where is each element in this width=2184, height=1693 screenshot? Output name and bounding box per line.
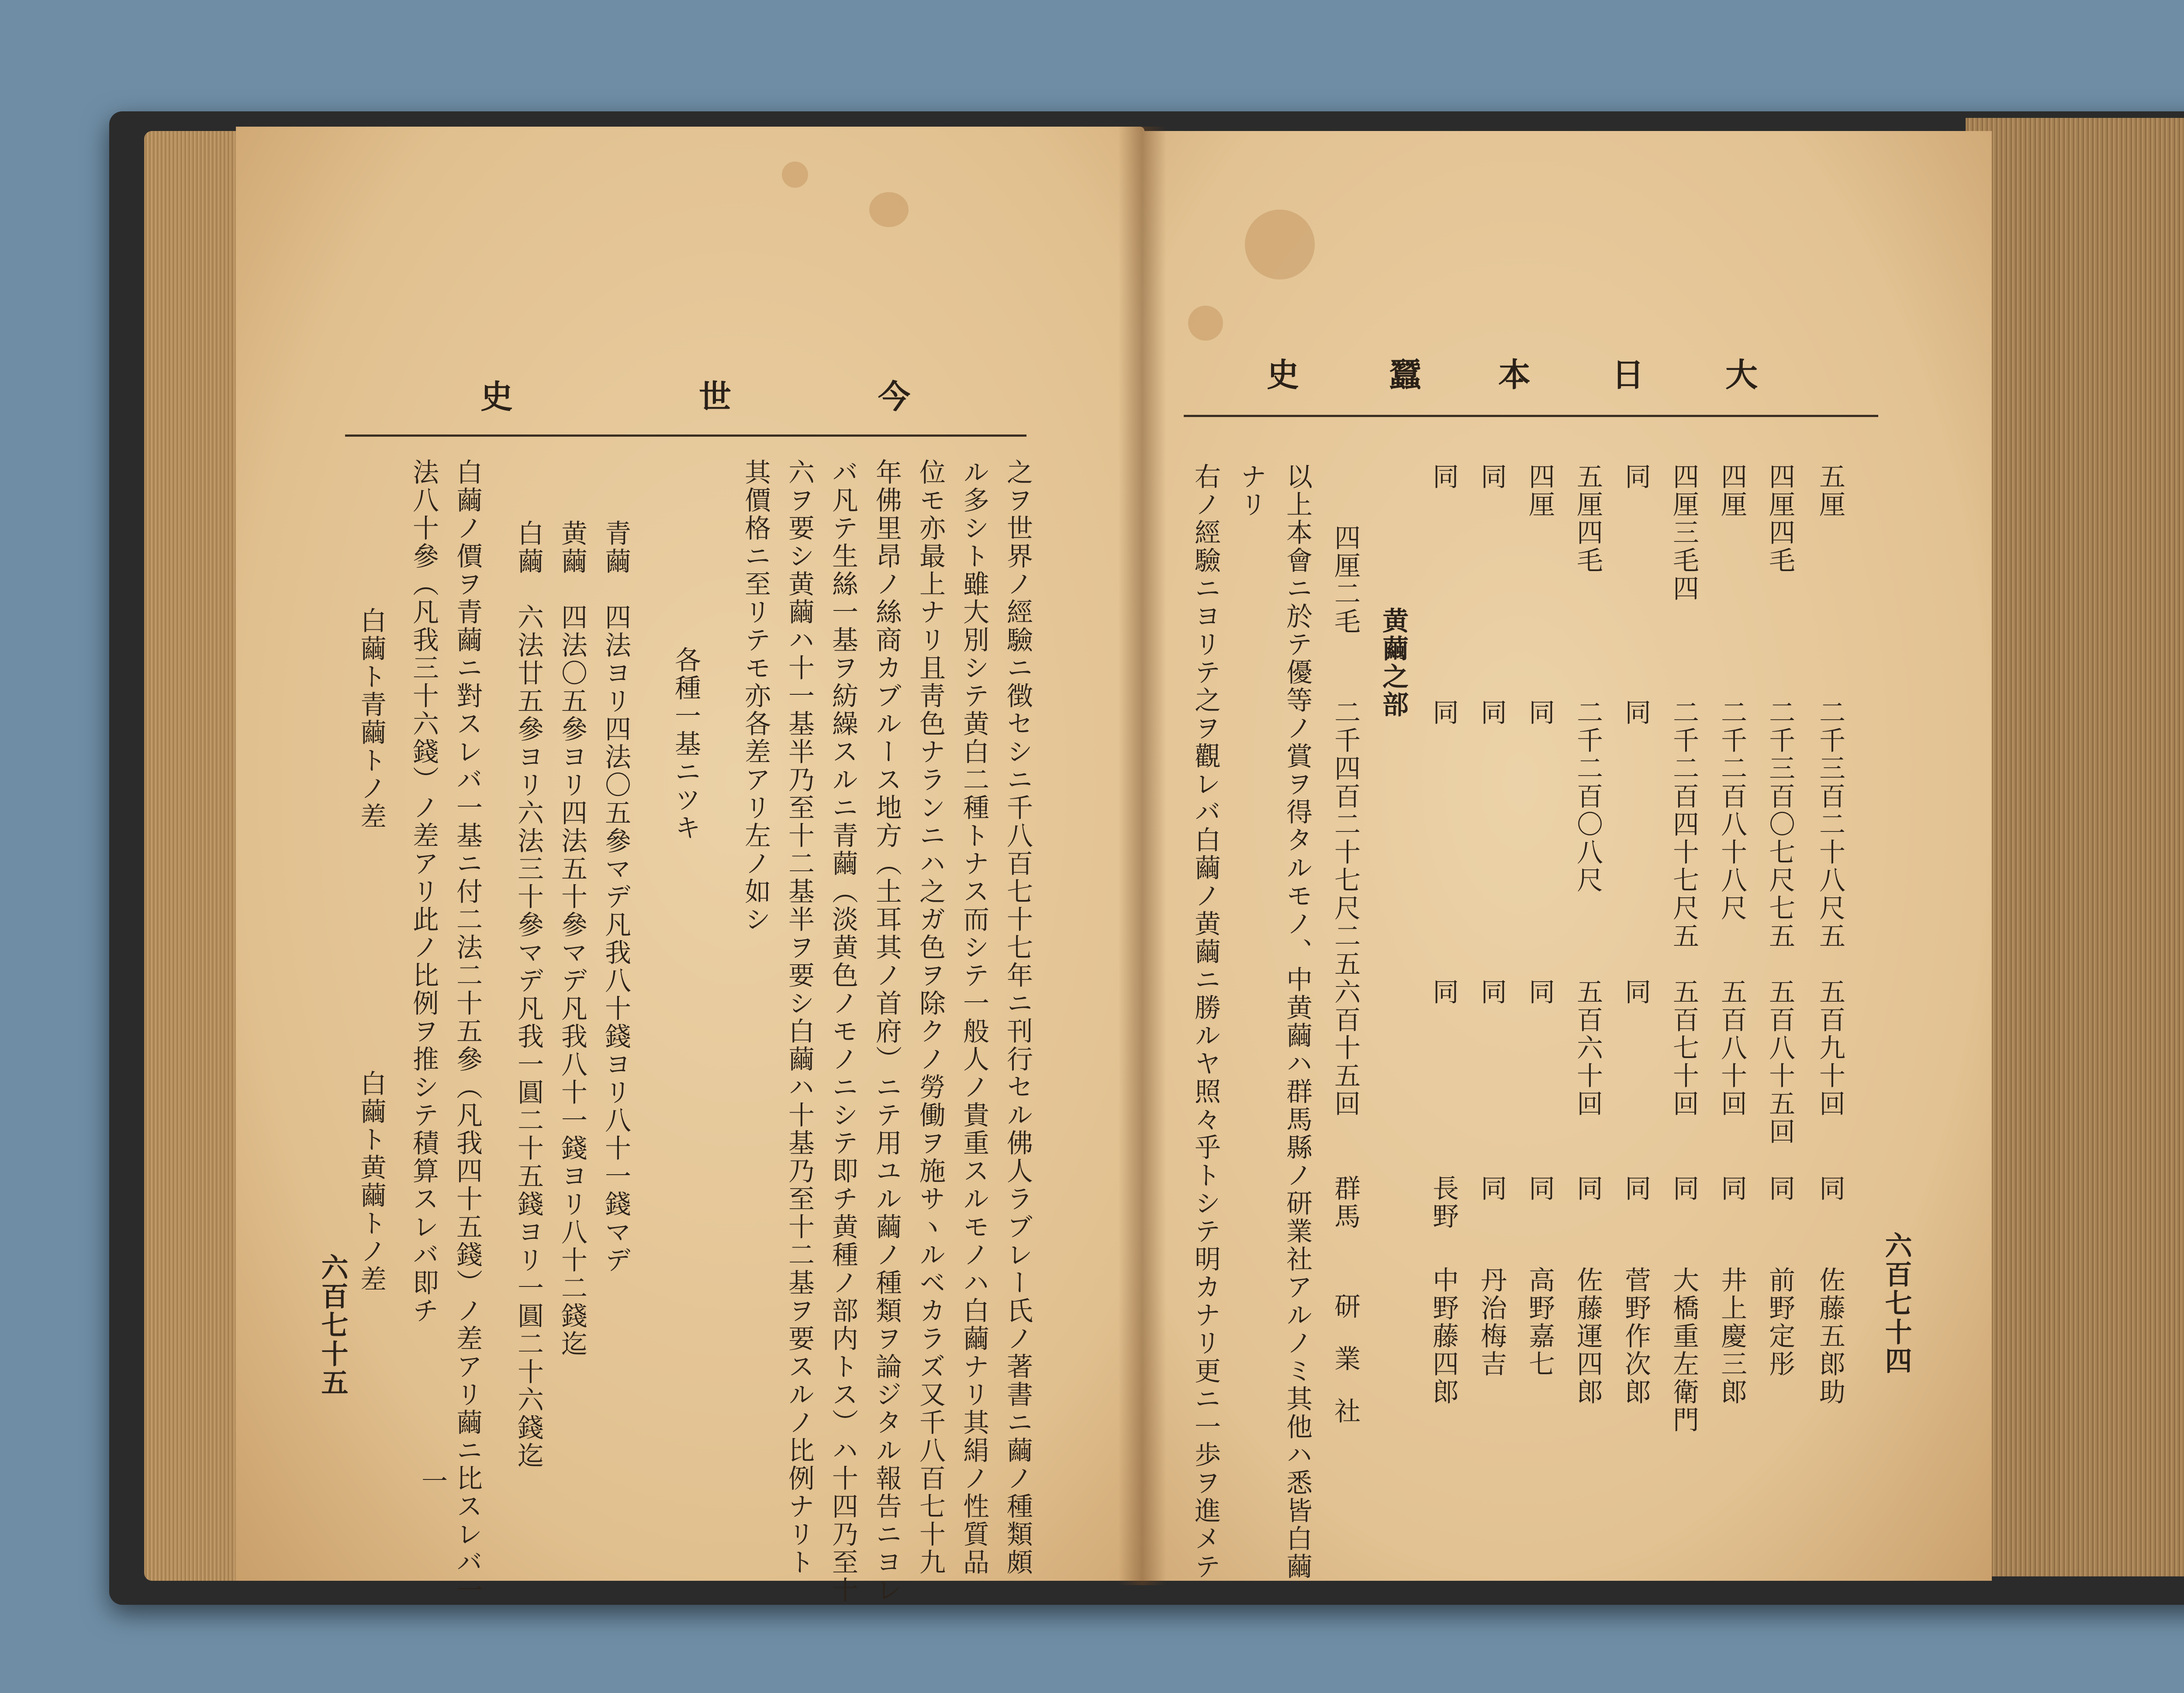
body-line: 之ヲ世界ノ經驗ニ徴セシニ千八百七十七年ニ刊行セル佛人ラブレー氏ノ著書ニ繭ノ種類頗 (1002, 459, 1033, 1576)
row-grade: 四厘 (1717, 463, 1747, 519)
row-grade: 同 (1621, 463, 1651, 491)
left-header-rule (345, 434, 1026, 437)
stain (782, 162, 808, 188)
row-name: 前野定彤 (1765, 1266, 1795, 1378)
body-line: 六ヲ要シ黄繭ハ十一基半乃至十二基半ヲ要シ白繭ハ十基乃至十二基ヲ要スルノ比例ナリト (784, 459, 815, 1576)
row-grade: 五厘四毛 (1572, 463, 1603, 575)
right-header-char-1: 史 (1267, 356, 1299, 394)
row-grade: 四厘二毛 (1330, 524, 1361, 636)
left-header-char-3: 今 (878, 378, 910, 416)
stain (1245, 210, 1315, 279)
left-page (236, 127, 1144, 1604)
right-header-char-3: 本 (1498, 356, 1531, 394)
left-header-char-2: 世 (699, 378, 731, 416)
book-gutter (1118, 127, 1166, 1585)
section-title: 黄繭之部 (1378, 607, 1409, 719)
right-header-char-5: 大 (1725, 356, 1758, 394)
closing-line: 以上本會ニ於テ優等ノ賞ヲ得タルモノ、中黄繭ハ群馬縣ノ研業社アルノミ其他ハ悉皆白繭 (1282, 463, 1313, 1581)
body-line: 年佛里昂ノ絲商カブルース地方（土耳其ノ首府）ニテ用ユル繭ノ種類ヲ論ジタル報告ニヨレ (871, 459, 902, 1604)
row-place: 同 (1476, 1175, 1507, 1203)
row-name: 高野嘉七 (1524, 1266, 1555, 1378)
row-place: 同 (1621, 1175, 1651, 1203)
price-line-white: 白繭 六法廿五參ヨリ六法三十參マデ凡我一圓二十五錢ヨリ一圓二十六錢迄 (513, 520, 544, 1470)
ratio-label-yellow: 白繭ト黄繭トノ差 (356, 1070, 387, 1293)
row-place: 同 (1669, 1175, 1699, 1203)
body-line: バ凡テ生絲一基ヲ紡繰スルニ青繭（淡黄色ノモノニシテ即チ黄種ノ部内トス）ハ十四乃至十 (828, 459, 858, 1604)
left-page-number: 六百七十五 (317, 1253, 349, 1397)
row-length: 二千二百四十七尺五 (1669, 699, 1699, 950)
price-line-blue: 青繭 四法ヨリ四法〇五參マデ凡我八十錢ヨリ八十一錢マデ (601, 520, 631, 1274)
row-length: 二千二百〇八尺 (1572, 699, 1603, 894)
row-place: 同 (1524, 1175, 1555, 1203)
price-subheading: 各種一基ニツキ (670, 646, 701, 842)
right-header-rule (1184, 415, 1878, 417)
row-name: 研業社 (1330, 1293, 1361, 1450)
body-line: 位モ亦最上ナリ且靑色ナランニハ之ガ色ヲ除クノ勞働ヲ施サヽルベカラズ又千八百七十九 (915, 459, 946, 1576)
row-name: 佐藤五郎助 (1815, 1266, 1845, 1406)
row-place: 長野 (1428, 1175, 1459, 1231)
ratio-value: 一 (417, 1467, 448, 1495)
row-count: 同 (1524, 978, 1555, 1006)
row-place: 同 (1572, 1175, 1603, 1203)
stain (869, 192, 909, 227)
row-name: 中野藤四郎 (1428, 1266, 1459, 1406)
row-grade: 同 (1428, 463, 1459, 491)
ratio-label-blue: 白繭ト青繭トノ差 (356, 607, 387, 831)
left-header-char-1: 史 (480, 378, 513, 416)
row-grade: 四厘四毛 (1765, 463, 1795, 575)
row-count: 五百九十回 (1815, 978, 1845, 1118)
row-grade: 四厘三毛四 (1669, 463, 1699, 603)
price-line-yellow: 黄繭 四法〇五參ヨリ四法五十參マデ凡我八十一錢ヨリ八十二錢迄 (557, 520, 587, 1358)
closing-line: ナリ (1236, 463, 1267, 519)
tail-line: 白繭ノ價ヲ青繭ニ對スレバ一基ニ付二法二十五參（凡我四十五錢）ノ差アリ繭ニ比スレバ一 (452, 459, 483, 1604)
row-place: 同 (1815, 1175, 1845, 1203)
tail-line: 法八十參（凡我三十六錢）ノ差アリ此ノ比例ヲ推シテ積算スレバ即チ (408, 459, 439, 1325)
row-length: 同 (1524, 699, 1555, 727)
row-name: 佐藤運四郎 (1572, 1266, 1603, 1406)
body-line: 其價格ニ至リテモ亦各差アリ左ノ如シ (740, 459, 771, 934)
row-name: 菅野作次郎 (1621, 1266, 1651, 1406)
row-count: 同 (1476, 978, 1507, 1006)
right-page-number: 六百七十四 (1880, 1231, 1912, 1376)
row-count: 五百八十回 (1717, 978, 1747, 1118)
row-grade: 四厘 (1524, 463, 1555, 519)
row-count: 五百六十回 (1572, 978, 1603, 1118)
stain (1188, 306, 1223, 341)
row-length: 同 (1428, 699, 1459, 727)
row-length: 二千四百二十七尺二五 (1330, 699, 1361, 978)
row-grade: 同 (1476, 463, 1507, 491)
row-length: 同 (1621, 699, 1651, 727)
row-length: 二千二百八十八尺 (1717, 699, 1747, 922)
row-grade: 五厘 (1815, 463, 1845, 519)
closing-line: 右ノ經驗ニヨリテ之ヲ觀レバ白繭ノ黄繭ニ勝ルヤ照々乎トシテ明カナリ更ニ一歩ヲ進メテ (1190, 463, 1221, 1581)
row-count: 同 (1621, 978, 1651, 1006)
row-name: 大橋重左衛門 (1669, 1266, 1699, 1434)
row-length: 二千三百二十八尺五 (1815, 699, 1845, 950)
row-length: 二千三百〇七尺七五 (1765, 699, 1795, 950)
row-length: 同 (1476, 699, 1507, 727)
row-place: 同 (1717, 1175, 1747, 1203)
body-line: ル多シト雖大別シテ黄白二種トナス而シテ一般人ノ貴重スルモノハ白繭ナリ其絹ノ性質品 (959, 459, 989, 1576)
row-count: 五百七十回 (1669, 978, 1699, 1118)
row-place: 群馬 (1330, 1175, 1361, 1231)
row-count: 五百八十五回 (1765, 978, 1795, 1146)
row-count: 同 (1428, 978, 1459, 1006)
right-page (1136, 131, 1992, 1581)
row-count: 六百十五回 (1330, 978, 1361, 1118)
row-name: 井上慶三郎 (1717, 1266, 1747, 1406)
row-name: 丹治梅吉 (1476, 1266, 1507, 1378)
right-header-char-4: 日 (1612, 356, 1644, 394)
right-header-char-2: 蠶 (1389, 356, 1421, 394)
row-place: 同 (1765, 1175, 1795, 1203)
right-page-edges (1966, 118, 2184, 1576)
